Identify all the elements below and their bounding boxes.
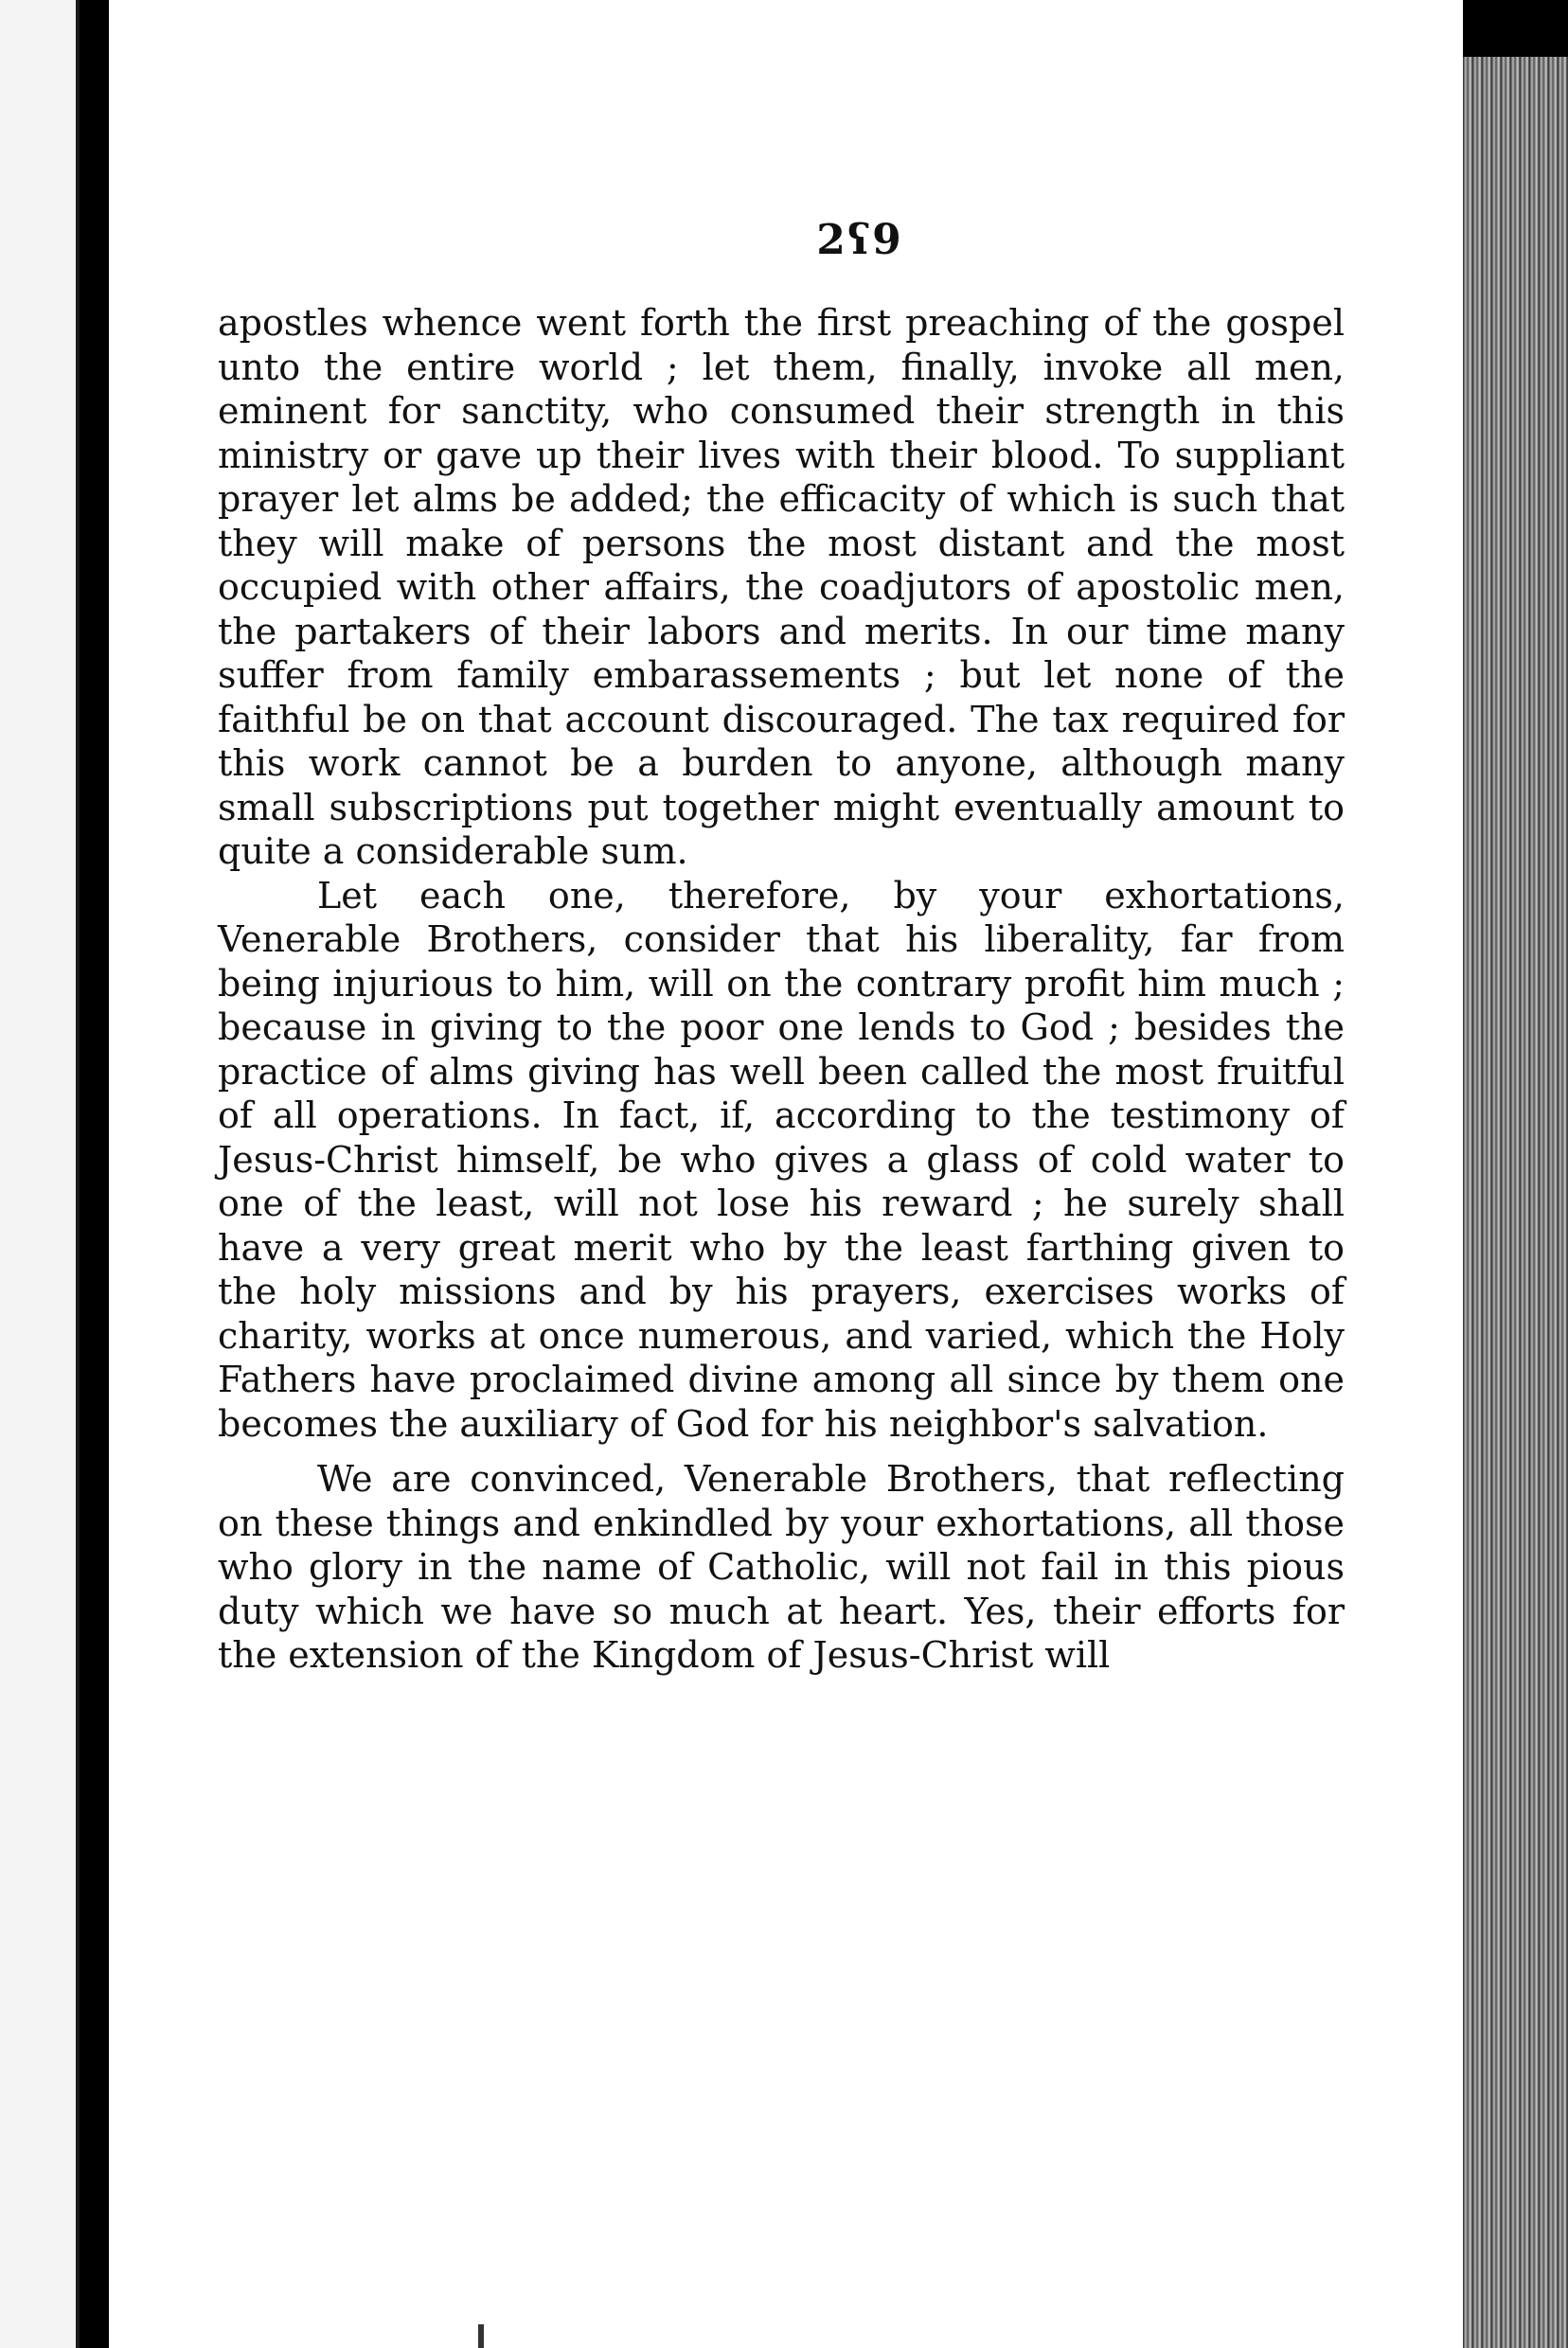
page-stack-edge (1463, 57, 1568, 2348)
paragraph-3: We are convinced, Venerable Brothers, that reflecting on these things and enkindled by your exhortations, all those who glory in the name of Catholic, will not fail in this pious duty which we have so much at heart. Yes, their efforts for the extension of the Kingdom of Jesus-Christ will (218, 1458, 1345, 1676)
paragraph-1: apostles whence went forth the first preaching of the gospel unto the entire world ; let them, finally, invoke all men, eminent for sanctity, who consumed their strength in this ministry or gave up their lives with their blood. To suppliant prayer let alms be added; the efficacity of which is such that they will make of persons the most distant and the most occupied with other affairs, the coadjutors of apostolic men, the partakers of their labors and merits. In our time many suffer from family embarassements ; but let none of the faithful be on that account discouraged. The tax required for this work cannot be a burden to anyone, although many small subscriptions put together might eventually amount to quite a considerable sum. (218, 302, 1345, 872)
body-text (218, 301, 1345, 1678)
previous-page-edge (0, 0, 80, 2348)
paragraph-2: Let each one, therefore, by your exhortations, Venerable Brothers, consider that his liberality, far from being injurious to him, will on the contrary profit him much ; because in giving to the poor one lends to God ; besides the practice of alms giving has well been called the most fruitful of all operations. In fact, if, according to the testimony of Jesus-Christ himself, be who gives a glass of cold water to one of the least, will not lose his reward ; he surely shall have a very great merit who by the least farthing given to the holy missions and by his prayers, exercises works of charity, works at once numerous, and varied, which the Holy Fathers have proclaimed divine among all since by them one becomes the auxiliary of God for his neighbor's salvation. (218, 874, 1345, 1445)
page-number: 2ʕ9 (816, 216, 903, 264)
scan-mark (478, 2324, 484, 2348)
